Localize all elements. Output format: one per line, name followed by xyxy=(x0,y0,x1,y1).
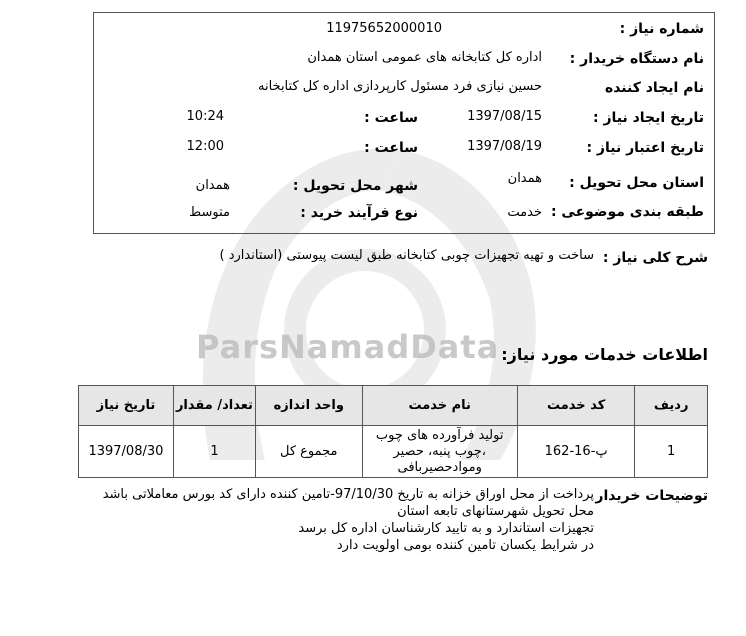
delivery-province-label: استان محل تحویل : xyxy=(569,175,704,191)
cell-service-name: تولید فرآورده های چوب ،چوب پنبه، حصیر وموادحصیربافی xyxy=(362,426,517,478)
valid-time-value: 12:00 xyxy=(186,139,224,154)
services-table xyxy=(78,385,708,478)
buyer-note-line: تجهیزات استاندارد و به تایید کارشناسان اداره کل برسد xyxy=(298,521,594,536)
col-header-quantity: تعداد/ مقدار xyxy=(173,386,255,426)
col-header-service-code: کد خدمت xyxy=(517,386,635,426)
buyer-org-label: نام دستگاه خریدار : xyxy=(569,51,704,67)
creator-value: حسین نیازی فرد مسئول کارپردازی اداره کل کتابخانه xyxy=(258,79,542,94)
table-row xyxy=(79,426,708,478)
category-label: طبقه بندی موضوعی : xyxy=(550,204,704,220)
watermark-text: ParsNamadData xyxy=(196,328,500,366)
summary-label: شرح کلی نیاز : xyxy=(602,250,708,266)
need-info-box xyxy=(93,12,715,234)
valid-time-label: ساعت : xyxy=(364,140,418,156)
delivery-city-label: شهر محل تحویل : xyxy=(292,178,418,194)
cell-service-code: پ-16-162 xyxy=(517,426,635,478)
col-header-service-name: نام خدمت xyxy=(362,386,517,426)
process-type-label: نوع فرآیند خرید : xyxy=(300,205,418,221)
summary-value: ساخت و تهیه تجهیزات چوبی کتابخانه طبق لیست پیوستی (استاندارد ) xyxy=(219,248,594,263)
col-header-unit: واحد اندازه xyxy=(256,386,363,426)
valid-date-label: تاریخ اعتبار نیاز : xyxy=(586,140,704,156)
buyer-note-line: محل تحویل شهرستانهای تابعه استان xyxy=(397,504,594,519)
process-type-value: متوسط xyxy=(189,205,230,220)
buyer-notes xyxy=(103,486,594,554)
buyer-note-line: پرداخت از محل اوراق خزانه به تاریخ 97/10/30-تامین کننده دارای کد بورس معاملاتی باشد xyxy=(102,487,594,502)
need-number-label: شماره نیاز : xyxy=(619,21,704,37)
valid-date-value: 1397/08/19 xyxy=(467,139,542,154)
category-value: خدمت xyxy=(507,205,542,220)
delivery-city-value: همدان xyxy=(195,178,230,193)
services-section-title: اطلاعات خدمات مورد نیاز: xyxy=(501,345,708,364)
created-time-value: 10:24 xyxy=(186,109,224,124)
cell-need-date: 1397/08/30 xyxy=(79,426,174,478)
cell-row-number: 1 xyxy=(635,426,708,478)
buyer-notes-label: توضیحات خریدار xyxy=(595,488,708,504)
buyer-note-line: در شرایط یکسان تامین کننده بومی اولویت دارد xyxy=(336,538,594,553)
col-header-row-number: ردیف xyxy=(635,386,708,426)
buyer-org-value: اداره کل کتابخانه های عمومی استان همدان xyxy=(307,50,542,65)
creator-label: نام ایجاد کننده xyxy=(604,80,704,96)
created-date-value: 1397/08/15 xyxy=(467,109,542,124)
created-date-label: تاریخ ایجاد نیاز : xyxy=(592,110,704,126)
need-number-value: 11975652000010 xyxy=(326,21,442,36)
col-header-need-date: تاریخ نیاز xyxy=(79,386,174,426)
created-time-label: ساعت : xyxy=(364,110,418,126)
cell-unit: مجموع کل xyxy=(256,426,363,478)
delivery-province-value: همدان xyxy=(507,171,542,186)
cell-quantity: 1 xyxy=(173,426,255,478)
table-header-row xyxy=(79,386,708,426)
